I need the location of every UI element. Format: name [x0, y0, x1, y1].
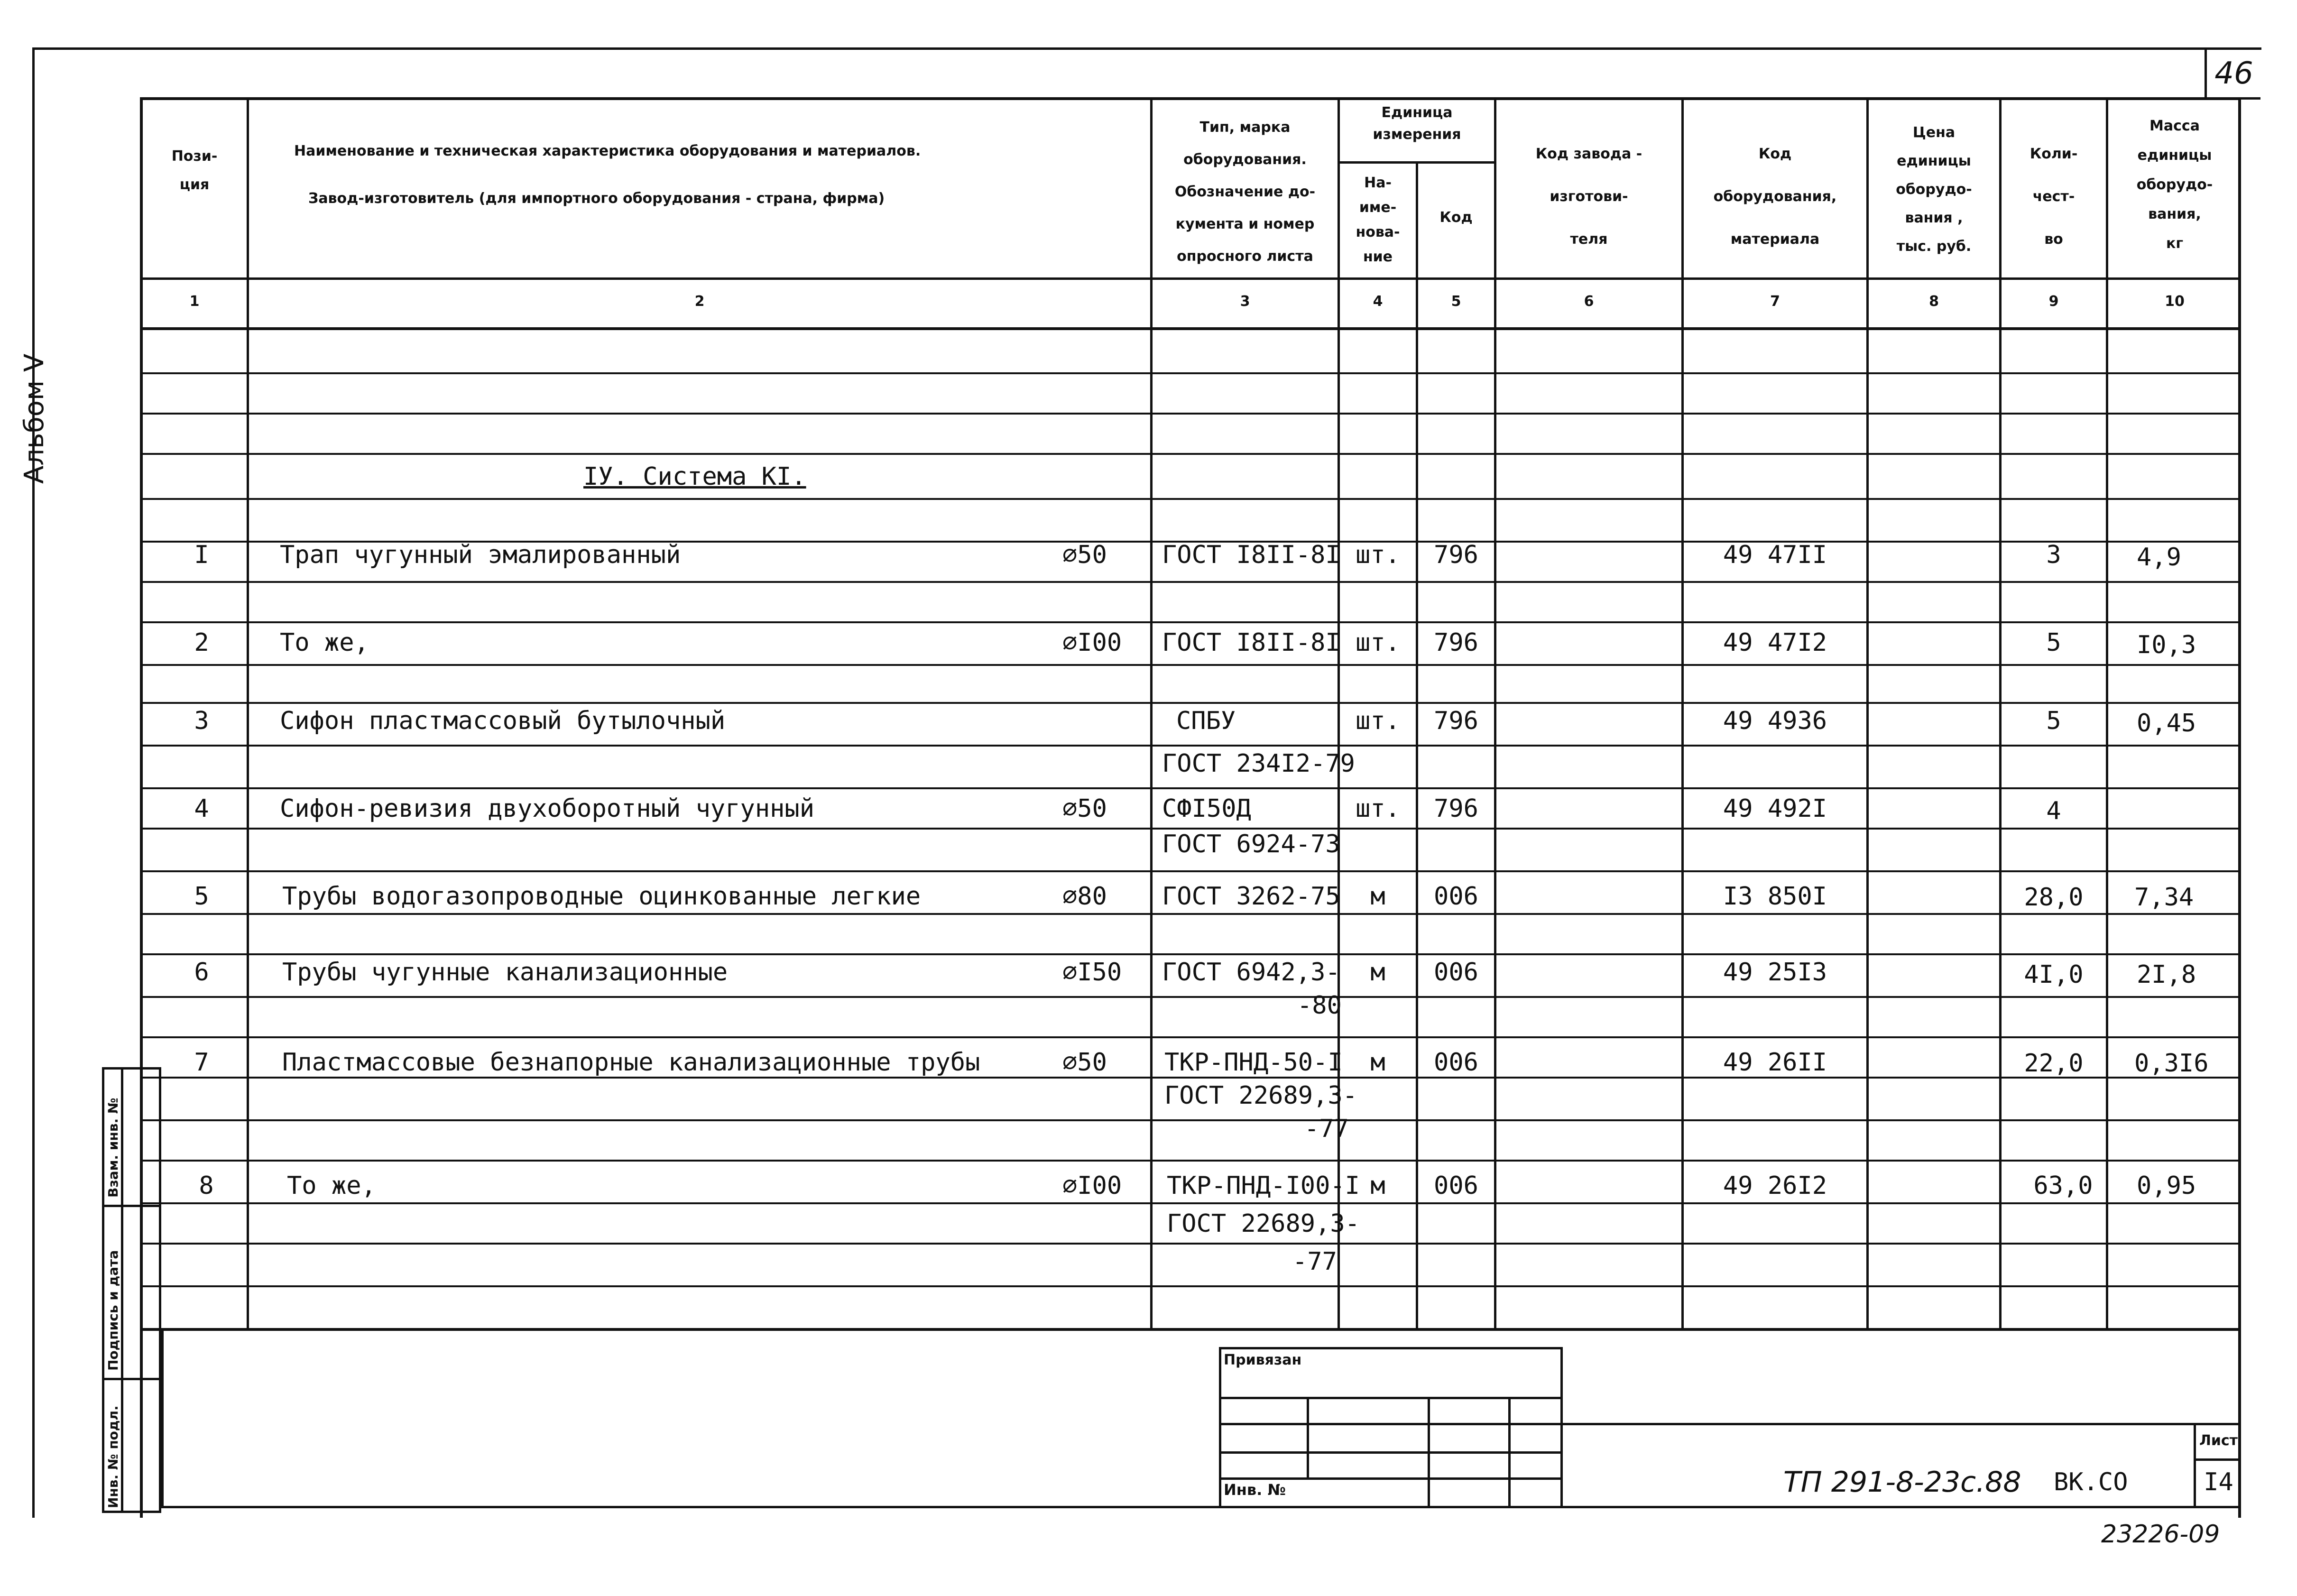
row-doc: ТКР-ПНД-I00-I	[1167, 1172, 1360, 1200]
row-mass: 0,45	[2137, 709, 2196, 738]
row-diameter: ⌀50	[1062, 794, 1107, 823]
colnum-10: 10	[2165, 293, 2185, 310]
row-material-code: 49 47I2	[1723, 628, 1827, 657]
row-quantity: 3	[2046, 541, 2061, 569]
header-unit-name: На- име- нова- ние	[1356, 175, 1400, 265]
row-name: То же,	[280, 628, 369, 657]
row-position: 3	[194, 707, 209, 735]
row-doc: СФI50Д	[1162, 794, 1251, 823]
row-diameter: ⌀I00	[1062, 628, 1122, 657]
row-diameter: ⌀80	[1062, 882, 1107, 911]
row-diameter: ⌀I50	[1062, 958, 1122, 987]
side-stamp-inv-replace: Взам. инв. №	[105, 1098, 121, 1198]
colnum-5: 5	[1451, 293, 1461, 310]
row-diameter: ⌀50	[1062, 1048, 1107, 1077]
row-material-code: 49 4936	[1723, 707, 1827, 735]
row-doc: ГОСТ I8II-8I	[1162, 541, 1340, 569]
row-unit: м	[1370, 958, 1385, 987]
row-unit-code: 006	[1434, 882, 1478, 911]
row-mass: 4,9	[2137, 543, 2181, 572]
row-unit-code: 796	[1434, 707, 1478, 735]
row-diameter: ⌀50	[1062, 541, 1107, 569]
row-doc: ГОСТ 6942,3-	[1162, 958, 1340, 987]
row-mass: 2I,8	[2137, 960, 2196, 989]
row-quantity: 5	[2046, 628, 2061, 657]
header-factory-code: Код завода - изготови- теля	[1535, 146, 1642, 248]
row-quantity: 28,0	[2024, 883, 2084, 912]
row-position: I	[194, 541, 209, 569]
header-price: Цена единицы оборудо- вания , тыс. руб.	[1896, 124, 1972, 255]
row-doc-line3: -77	[1304, 1115, 1349, 1143]
privyazan-label: Привязан	[1224, 1352, 1302, 1368]
row-name: То же,	[287, 1172, 376, 1200]
row-unit-code: 006	[1434, 1048, 1478, 1077]
row-name: Сифон пластмассовый бутылочный	[280, 707, 726, 735]
row-unit: шт.	[1356, 707, 1400, 735]
page-number: 46	[2214, 56, 2253, 91]
row-doc-line2: -80	[1297, 991, 1342, 1020]
header-type-doc: Тип, марка оборудования. Обозначение до- кумента и номер опросного листа	[1174, 119, 1316, 265]
row-name: Пластмассовые безнапорные канализационные трубы	[282, 1048, 980, 1077]
row-doc: ГОСТ I8II-8I	[1162, 628, 1340, 657]
header-mass: Масса единицы оборудо- вания, кг	[2136, 118, 2213, 252]
row-doc-line2: ГОСТ 234I2-79	[1162, 749, 1355, 778]
row-name: Сифон-ревизия двухоборотный чугунный	[280, 794, 815, 823]
row-doc: СПБУ	[1176, 707, 1236, 735]
row-quantity: 5	[2046, 707, 2061, 735]
row-material-code: 49 25I3	[1723, 958, 1827, 987]
row-doc-line2: ГОСТ 22689,3-	[1167, 1209, 1360, 1238]
row-unit: шт.	[1356, 628, 1400, 657]
row-quantity: 22,0	[2024, 1049, 2084, 1078]
row-mass: 0,95	[2137, 1172, 2196, 1200]
row-material-code: I3 850I	[1723, 882, 1827, 911]
row-unit: м	[1370, 1172, 1385, 1200]
header-position: Пози- ция	[171, 148, 218, 193]
inv-label: Инв. №	[1224, 1481, 1286, 1499]
header-unit-code: Код	[1439, 209, 1473, 226]
row-name: Трубы чугунные канализационные	[282, 958, 728, 987]
row-unit: шт.	[1356, 541, 1400, 569]
row-material-code: 49 492I	[1723, 794, 1827, 823]
row-unit: м	[1370, 882, 1385, 911]
row-diameter: ⌀I00	[1062, 1172, 1122, 1200]
row-quantity: 4	[2046, 797, 2061, 825]
colnum-7: 7	[1770, 293, 1780, 310]
side-stamp-inv-orig: Инв. № подл.	[105, 1405, 121, 1508]
row-doc-line3: -77	[1292, 1247, 1337, 1276]
row-doc-line2: ГОСТ 6924-73	[1162, 830, 1340, 858]
row-unit-code: 006	[1434, 958, 1478, 987]
header-name-line1: Наименование и техническая характеристика оборудования и материалов.	[294, 143, 921, 159]
row-position: 7	[194, 1048, 209, 1077]
row-position: 5	[194, 882, 209, 911]
row-quantity: 4I,0	[2024, 960, 2084, 989]
header-name-line2: Завод-изготовитель (для импортного оборудования - страна, фирма)	[308, 190, 885, 207]
row-mass: 7,34	[2134, 883, 2194, 912]
row-unit-code: 796	[1434, 541, 1478, 569]
section-title: IУ. Система КI.	[583, 462, 806, 491]
header-unit-group: Единица измерения	[1373, 104, 1461, 143]
colnum-4: 4	[1373, 293, 1383, 310]
row-position: 2	[194, 628, 209, 657]
row-material-code: 49 26II	[1723, 1048, 1827, 1077]
row-mass: 0,3I6	[2134, 1049, 2209, 1078]
row-unit-code: 006	[1434, 1172, 1478, 1200]
album-label: Альбом Ⅴ	[19, 353, 50, 484]
row-position: 6	[194, 958, 209, 987]
row-unit-code: 796	[1434, 628, 1478, 657]
archive-number: 23226-09	[2101, 1520, 2220, 1549]
colnum-2: 2	[694, 293, 705, 310]
sheet-mark: ВК.СО	[2054, 1468, 2128, 1496]
row-material-code: 49 47II	[1723, 541, 1827, 569]
row-position: 4	[194, 794, 209, 823]
header-material-code: Код оборудования, материала	[1713, 146, 1837, 248]
colnum-1: 1	[189, 293, 200, 310]
row-unit: шт.	[1356, 794, 1400, 823]
row-doc-line2: ГОСТ 22689,3-	[1164, 1081, 1357, 1110]
sheet-label: Лист	[2199, 1432, 2238, 1449]
row-name: Трубы водогазопроводные оцинкованные легкие	[282, 882, 921, 911]
row-doc: ГОСТ 3262-75	[1162, 882, 1340, 911]
row-unit: м	[1370, 1048, 1385, 1077]
colnum-6: 6	[1584, 293, 1594, 310]
header-quantity: Коли- чест- во	[2029, 146, 2078, 248]
sheet-number: I4	[2204, 1468, 2233, 1496]
colnum-3: 3	[1240, 293, 1250, 310]
row-name: Трап чугунный эмалированный	[280, 541, 681, 569]
row-quantity: 63,0	[2033, 1172, 2093, 1200]
colnum-9: 9	[2048, 293, 2059, 310]
row-material-code: 49 26I2	[1723, 1172, 1827, 1200]
row-unit-code: 796	[1434, 794, 1478, 823]
row-mass: I0,3	[2137, 631, 2196, 659]
doc-code: ТП 291-8-23с.88	[1783, 1466, 2021, 1499]
side-stamp-signature-date: Подпись и дата	[105, 1250, 121, 1371]
colnum-8: 8	[1929, 293, 1939, 310]
row-doc: ТКР-ПНД-50-I	[1164, 1048, 1343, 1077]
row-position: 8	[199, 1172, 214, 1200]
